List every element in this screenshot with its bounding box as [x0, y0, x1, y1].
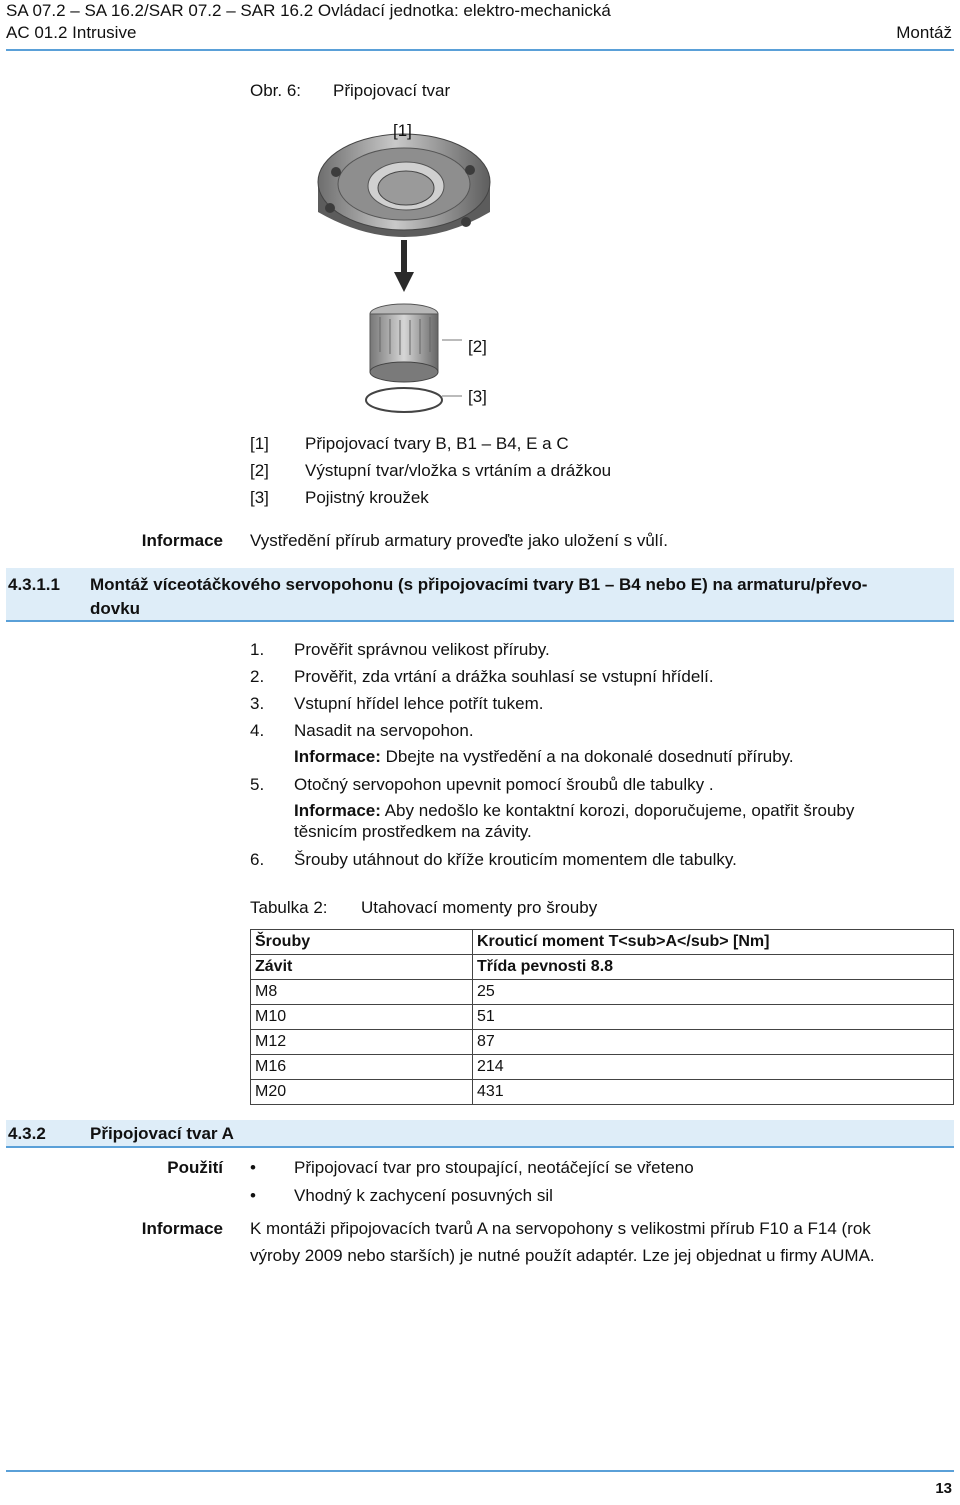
footer-rule: [6, 1470, 954, 1472]
table-row: [251, 1030, 954, 1055]
step-1: [250, 636, 940, 663]
step-number: 6.: [250, 850, 265, 869]
info-text-line1: K montáži připojovacích tvarů A na servopohony s velikostmi přírub F10 a F14 (rok: [250, 1219, 871, 1238]
step-text: Otočný servopohon upevnit pomocí šroubů dle tabulky .: [294, 775, 714, 794]
legend-text-2: Výstupní tvar/vložka s vrtáním a drážkou: [305, 461, 612, 480]
step-number: 2.: [250, 667, 265, 686]
table-cell: 214: [473, 1055, 954, 1080]
section-heading-432: [6, 1120, 954, 1148]
step-text: Nasadit na servopohon.: [294, 721, 474, 740]
note-step-4: [250, 746, 940, 767]
table-row: [251, 1005, 954, 1030]
table-header-cell: Závit: [251, 955, 473, 980]
figure-caption-number: Obr. 6:: [250, 81, 302, 100]
table-header-cell: Šrouby: [251, 930, 473, 955]
table-header-cell: Krouticí moment T<sub>A</sub> [Nm]: [473, 930, 954, 955]
table-cell: M20: [251, 1080, 473, 1105]
step-number: 5.: [250, 775, 265, 794]
info-label: Informace: [141, 1219, 223, 1238]
table-caption-text: Utahovací momenty pro šrouby: [361, 898, 598, 917]
page-number: 13: [935, 1480, 952, 1497]
section-title-line2: dovku: [90, 599, 141, 618]
table-row: [251, 1055, 954, 1080]
bullet-icon: •: [250, 1186, 256, 1205]
section-number: 4.3.2: [8, 1124, 46, 1143]
table-row: [251, 1080, 954, 1105]
step-6: [250, 846, 940, 873]
list-item-text: Vhodný k zachycení posuvných sil: [294, 1186, 553, 1205]
section-heading-4311: [6, 568, 954, 622]
section-title-line1: Montáž víceotáčkového servopohonu (s připojovacími tvary B1 – B4 nebo E) na armaturu/převo-: [90, 575, 868, 594]
table-cell: M8: [251, 980, 473, 1005]
callout-1: [1]: [393, 121, 412, 140]
table-caption-number: Tabulka 2:: [250, 898, 328, 917]
table-header-row: [251, 930, 954, 955]
legend-key-2: [2]: [250, 461, 269, 480]
callout-3: [3]: [468, 387, 487, 406]
callout-2: [2]: [468, 337, 487, 356]
doc-header-subtitle: AC 01.2 Intrusive: [6, 23, 137, 42]
table-header-cell: Třída pevnosti 8.8: [473, 955, 954, 980]
step-3: [250, 690, 940, 717]
connection-form-illustration: [300, 112, 540, 422]
table-cell: 87: [473, 1030, 954, 1055]
flange-and-sleeve-drawing: [300, 112, 540, 422]
torque-table: [250, 929, 954, 1105]
step-4: [250, 717, 940, 744]
doc-header-title: SA 07.2 – SA 16.2/SAR 07.2 – SAR 16.2 Ovládací jednotka: elektro-mechanická: [6, 1, 611, 20]
step-text: Prověřit, zda vrtání a drážka souhlasí se vstupní hřídelí.: [294, 667, 714, 686]
list-item: [250, 1182, 940, 1210]
note-step-5: [250, 800, 940, 842]
step-number: 3.: [250, 694, 265, 713]
note-text-line2: těsnicím prostředkem na závity.: [294, 822, 532, 841]
installation-steps: [250, 636, 940, 873]
step-text: Šrouby utáhnout do kříže krouticím momentem dle tabulky.: [294, 850, 737, 869]
header-rule: [6, 49, 954, 51]
step-2: [250, 663, 940, 690]
step-number: 1.: [250, 640, 265, 659]
step-number: 4.: [250, 721, 265, 740]
table-cell: 51: [473, 1005, 954, 1030]
legend-key-1: [1]: [250, 434, 269, 453]
note-label: Informace:: [294, 747, 381, 766]
note-text: Dbejte na vystředění a na dokonalé dosednutí příruby.: [385, 747, 794, 766]
section-number: 4.3.1.1: [8, 575, 60, 594]
legend-text-3: Pojistný kroužek: [305, 488, 429, 507]
legend-key-3: [3]: [250, 488, 269, 507]
doc-header-chapter: Montáž: [896, 23, 952, 42]
info-text: Vystředění přírub armatury proveďte jako uložení s vůlí.: [250, 531, 669, 550]
usage-label: Použití: [167, 1158, 223, 1177]
table-cell: 431: [473, 1080, 954, 1105]
step-text: Vstupní hřídel lehce potřít tukem.: [294, 694, 544, 713]
list-item: [250, 1154, 940, 1182]
info-label: Informace: [141, 531, 223, 550]
step-text: Prověřit správnou velikost příruby.: [294, 640, 550, 659]
table-cell: M16: [251, 1055, 473, 1080]
usage-list: [250, 1154, 940, 1210]
bullet-icon: •: [250, 1158, 256, 1177]
step-5: [250, 771, 940, 798]
legend-text-1: Připojovací tvary B, B1 – B4, E a C: [305, 434, 569, 453]
note-label: Informace:: [294, 801, 381, 820]
info-text-line2: výroby 2009 nebo starších) je nutné použít adaptér. Lze jej objednat u firmy AUMA.: [250, 1246, 875, 1265]
section-title: Připojovací tvar A: [90, 1124, 234, 1143]
figure-caption-text: Připojovací tvar: [333, 81, 451, 100]
table-subheader-row: [251, 955, 954, 980]
table-cell: 25: [473, 980, 954, 1005]
table-row: [251, 980, 954, 1005]
table-cell: M12: [251, 1030, 473, 1055]
list-item-text: Připojovací tvar pro stoupající, neotáčející se vřeteno: [294, 1158, 694, 1177]
table-cell: M10: [251, 1005, 473, 1030]
note-text-line1: Aby nedošlo ke kontaktní korozi, doporučujeme, opatřit šrouby: [384, 801, 855, 820]
